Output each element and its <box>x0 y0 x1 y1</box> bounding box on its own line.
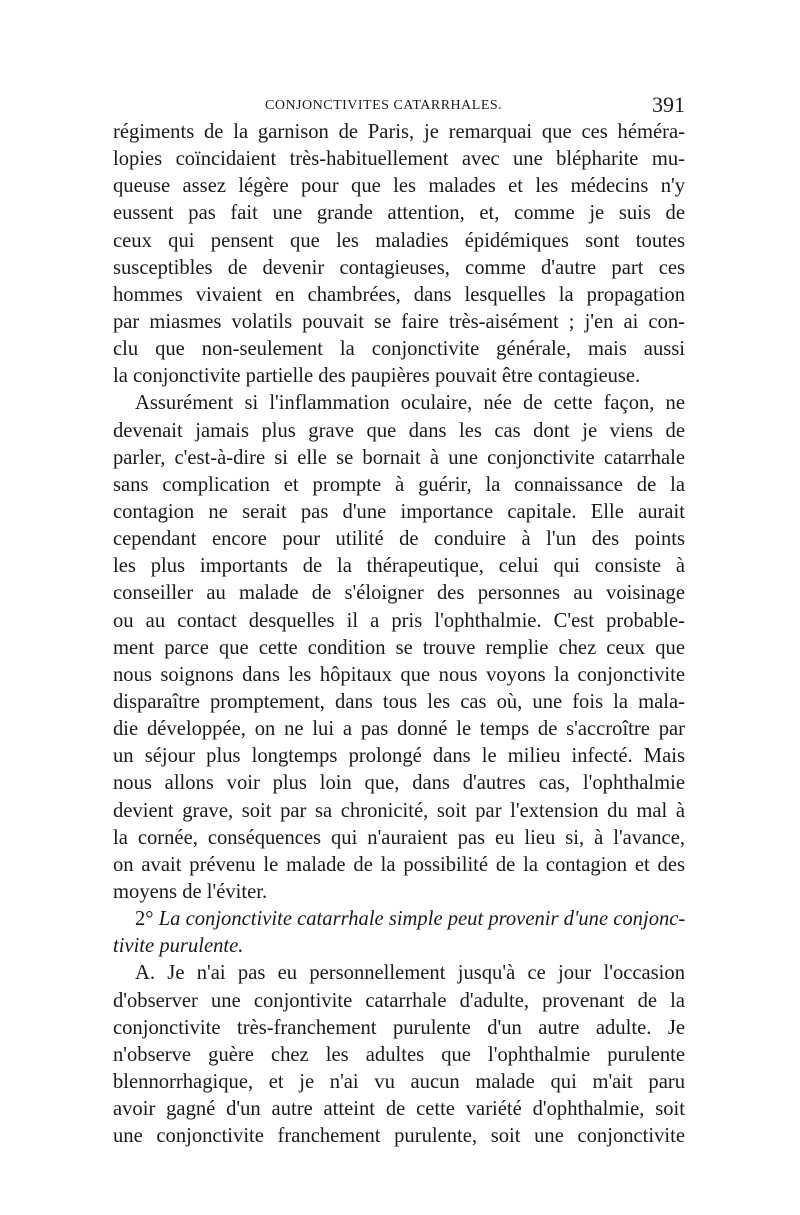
text-line: sans complication et prompte à guérir, la connaissance de la <box>113 473 685 496</box>
text-line: die développée, on ne lui a pas donné le temps de s'accroître par <box>113 718 685 741</box>
text-line: devient grave, soit par sa chronicité, soit par l'extension du mal à <box>113 799 685 822</box>
text-line: moyens de l'éviter. <box>113 880 268 903</box>
text-line: on avait prévenu le malade de la possibilité de la contagion et des <box>113 853 685 876</box>
text-line: ment parce que cette condition se trouve remplie chez ceux que <box>113 636 685 659</box>
text-line: contagion ne serait pas d'une importance capitale. Elle aurait <box>113 500 685 523</box>
text-line: avoir gagné d'un autre atteint de cette variété d'ophthalmie, soit <box>113 1098 685 1121</box>
text-line: A. Je n'ai pas eu personnellement jusqu'à ce jour l'occasion <box>135 962 685 985</box>
section-heading-text: La conjonctivite catarrhale simple peut provenir d'une conjonc- <box>158 908 685 931</box>
text-line: devenait jamais plus grave que dans les cas dont je viens de <box>113 419 685 442</box>
text-line: nous allons voir plus loin que, dans d'autres cas, l'ophthalmie <box>113 772 685 795</box>
page-header <box>113 92 685 122</box>
text-line: queuse assez légère pour que les malades et les médecins n'y <box>113 175 685 198</box>
text-line: la cornée, conséquences qui n'auraient pas eu lieu si, à l'avance, <box>113 826 685 849</box>
text-line: ceux qui pensent que les maladies épidémiques sont toutes <box>113 229 685 252</box>
text-line: nous soignons dans les hôpitaux que nous voyons la conjonctivite <box>113 663 685 686</box>
text-line: disparaître promptement, dans tous les cas où, une fois la mala- <box>113 690 685 713</box>
text-line: cependant encore pour utilité de conduire à l'un des points <box>113 528 685 551</box>
running-title: CONJONCTIVITES CATARRHALES. <box>265 98 503 113</box>
text-line: régiments de la garnison de Paris, je remarquai que ces héméra- <box>113 121 685 143</box>
section-heading <box>113 906 685 933</box>
text-line: d'observer une conjontivite catarrhale d'adulte, provenant de la <box>113 989 685 1012</box>
text-line: parler, c'est-à-dire si elle se bornait à une conjonctivite catarrhale <box>113 446 685 469</box>
body-text <box>113 119 685 1150</box>
text-line: hommes vivaient en chambrées, dans lesquelles la propagation <box>113 283 685 306</box>
text-line: clu que non-seulement la conjonctivite générale, mais aussi <box>113 338 685 361</box>
text-line: conseiller au malade de s'éloigner des personnes au voisinage <box>113 582 685 605</box>
section-heading-continuation: tivite purulente. <box>113 935 244 958</box>
text-line: ou au contact desquelles il a pris l'ophthalmie. C'est probable- <box>113 609 685 632</box>
text-line: la conjonctivite partielle des paupières pouvait être contagieuse. <box>113 365 641 388</box>
text-line: un séjour plus longtemps prolongé dans le milieu infecté. Mais <box>113 745 685 768</box>
section-number: 2° <box>135 908 154 931</box>
text-line: Assurément si l'inflammation oculaire, née de cette façon, ne <box>135 392 685 415</box>
text-line: conjonctivite très-franchement purulente d'un autre adulte. Je <box>113 1016 685 1039</box>
page-number: 391 <box>652 92 685 117</box>
text-line: blennorrhagique, et je n'ai vu aucun malade qui m'ait paru <box>113 1070 685 1093</box>
text-line: n'observe guère chez les adultes que l'ophthalmie purulente <box>113 1043 685 1066</box>
text-line: les plus importants de la thérapeutique, celui qui consiste à <box>113 555 685 578</box>
text-line: lopies coïncidaient très-habituellement avec une blépharite mu- <box>113 148 685 171</box>
text-line: eussent pas fait une grande attention, et, comme je suis de <box>113 202 685 225</box>
text-line: par miasmes volatils pouvait se faire très-aisément ; j'en ai con- <box>113 310 685 333</box>
text-line: une conjonctivite franchement purulente, soit une conjonctivite <box>113 1125 685 1148</box>
text-line: susceptibles de devenir contagieuses, comme d'autre part ces <box>113 256 685 279</box>
